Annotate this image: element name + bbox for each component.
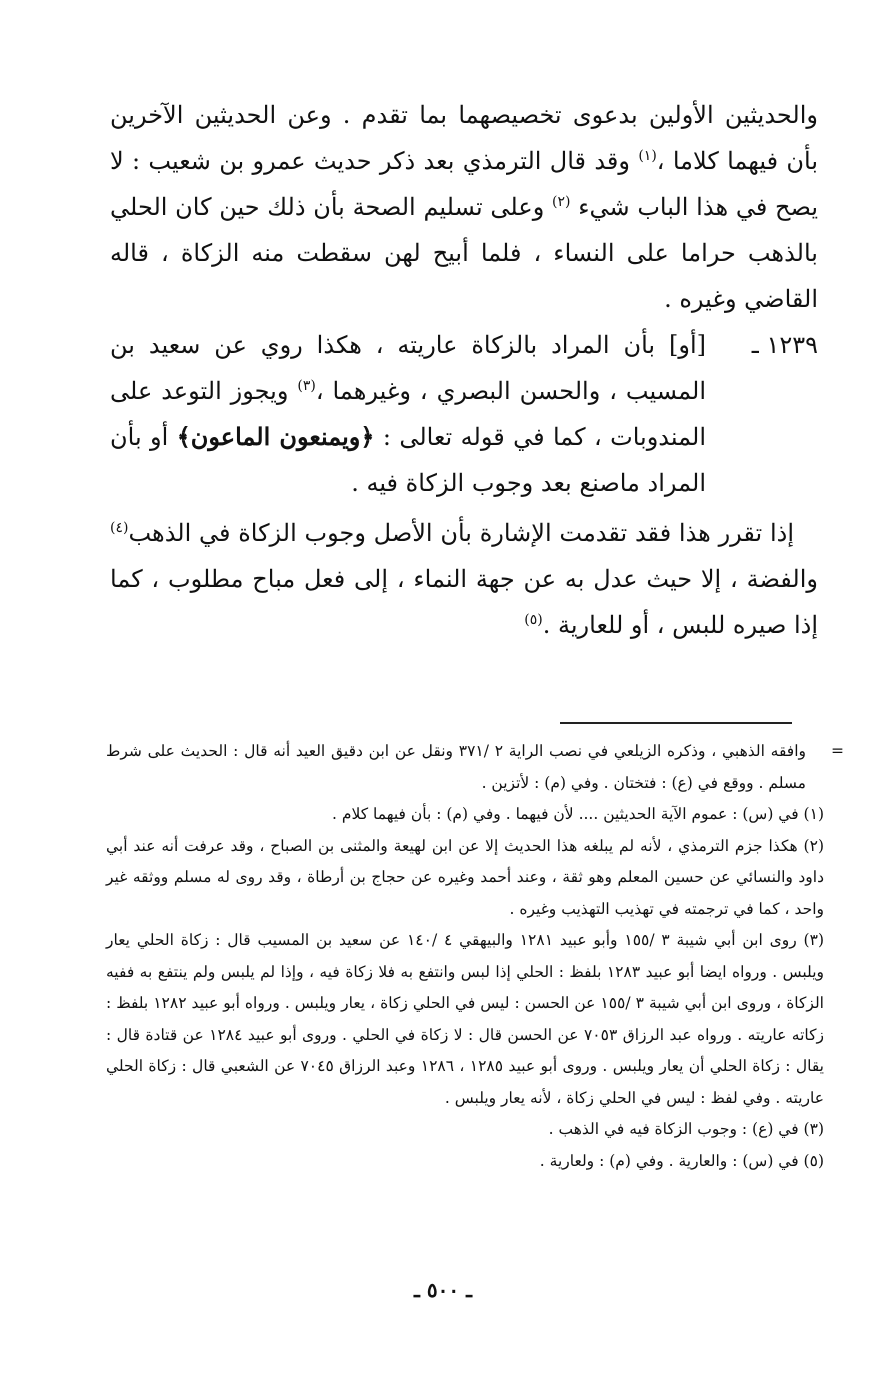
paragraph-3-text-a: إذا تقرر هذا فقد تقدمت الإشارة بأن الأصل وجوب الزكاة في الذهب bbox=[128, 519, 794, 547]
footnote-ref-1: (١) bbox=[638, 148, 657, 164]
footnote-ref-5: (٥) bbox=[524, 612, 543, 628]
footnote-1: (١) في (س) : عموم الآية الحديثين .... لأن فيهما . وفي (م) : بأن فيهما كلام . bbox=[332, 805, 824, 823]
paragraph-1-text-c: وعلى تسليم الصحة بأن ذلك حين كان الحلي بالذهب حراما على النساء ، فلما أبيح لهن سقطت منه الزكاة ، قاله القاضي وغيره . bbox=[110, 193, 818, 313]
paragraph-1-text-a: والحديثين الأولين بدعوى تخصيصهما بما تقدم . وعن الحديثين الآخرين بأن فيهما كلاما ، bbox=[110, 101, 818, 175]
footnote-3: (٣) روى ابن أبي شيبة ٣ /١٥٥ وأبو عبيد ١٢٨١ والبيهقي ٤ /١٤٠ عن سعيد بن المسيب قال : زكاة الحلي يعار ويلبس . ورواه ايضا أبو عبيد ١٢٨٣ بلفظ : الحلي إذا لبس وانتفع به فلا زكاة فيه ، وإذا لم يلبس ولم ينتفع به ففيه الزكاة ، وروى ابن أبي شيبة ٣ /١٥٥ عن الحسن : ليس في الحلي زكاة ، يعار ويلبس . ورواه أبو عبيد ١٢٨٢ بلفظ : زكاته عاريته . ورواه عبد الرزاق ٧٠٥٣ عن الحسن قال : لا زكاة في الحلي . وروى أبو عبيد ١٢٨٤ عن قتادة قال : يقال : زكاة الحلي أن يعار ويلبس . وروى أبو عبيد ١٢٨٥ ، ١٢٨٦ وعبد الرزاق ٧٠٤٥ عن الشعبي قال : زكاة الحلي عاريته . وفي لفظ : ليس في الحلي زكاة ، لأنه يعار ويلبس . bbox=[106, 931, 824, 1107]
footnote-divider bbox=[560, 722, 792, 724]
footnote-ref-2: (٢) bbox=[552, 194, 571, 210]
paragraph-1 bbox=[110, 92, 818, 322]
footnote-continuation bbox=[106, 736, 844, 799]
footnote-ref-3: (٣) bbox=[297, 378, 316, 394]
footnote-2: (٢) هكذا جزم الترمذي ، لأنه لم يبلغه هذا الحديث إلا عن ابن لهيعة والمثنى بن الصباح ، وقد عرفت أنه عند أبي داود والنسائي عن حسين المعلم وهو ثقة ، وعند أحمد وغيره عن حجاج بن أرطاة ، وقد روى له مسلم ووثقه غير واحد ، كما في ترجمته في تهذيب التهذيب وغيره . bbox=[106, 836, 824, 918]
main-text bbox=[110, 92, 818, 648]
quran-quote: ﴿ويمنعون الماعون﴾ bbox=[176, 422, 375, 451]
paragraph-3-text-b: والفضة ، إلا حيث عدل به عن جهة النماء ، إلى فعل مباح مطلوب ، كما إذا صيره للبس ، أو للعارية . bbox=[110, 565, 818, 639]
paragraph-3 bbox=[110, 510, 818, 648]
paragraph-1-text-b: وقد قال الترمذي بعد ذكر حديث عمرو بن شعيب : لا يصح في هذا الباب شيء bbox=[110, 147, 818, 221]
numbered-entry bbox=[110, 322, 818, 506]
entry-number: ١٢٣٩ ـ bbox=[751, 331, 818, 359]
page-number: ـ ٥٠٠ ـ bbox=[414, 1278, 472, 1302]
footnote-4: (٣) في (ع) : وجوب الزكاة فيه في الذهب . bbox=[548, 1120, 824, 1138]
footnotes bbox=[106, 736, 844, 1177]
entry-text-a: [أو] بأن المراد بالزكاة عاريته ، هكذا روي عن سعيد بن المسيب ، والحسن البصري ، وغيرهما ، bbox=[110, 331, 706, 405]
entry-text-b: ويجوز التوعد على المندوبات ، كما في قوله تعالى : bbox=[110, 377, 706, 451]
continuation-mark: = bbox=[831, 742, 844, 760]
footnote-ref-4: (٤) bbox=[110, 520, 129, 536]
entry-text-c: أو بأن المراد ماصنع بعد وجوب الزكاة فيه . bbox=[110, 423, 706, 497]
entry-text bbox=[110, 322, 706, 506]
footnote-5: (٥) في (س) : والعارية . وفي (م) : ولعارية . bbox=[539, 1151, 824, 1170]
footnote-continuation-text: وافقه الذهبي ، وذكره الزيلعي في نصب الراية ٢ /٣٧١ ونقل عن ابن دقيق العيد أنه قال : الحديث على شرط مسلم . ووقع في (ع) : فتختان . وفي (م) : لأتزين . bbox=[106, 742, 807, 792]
